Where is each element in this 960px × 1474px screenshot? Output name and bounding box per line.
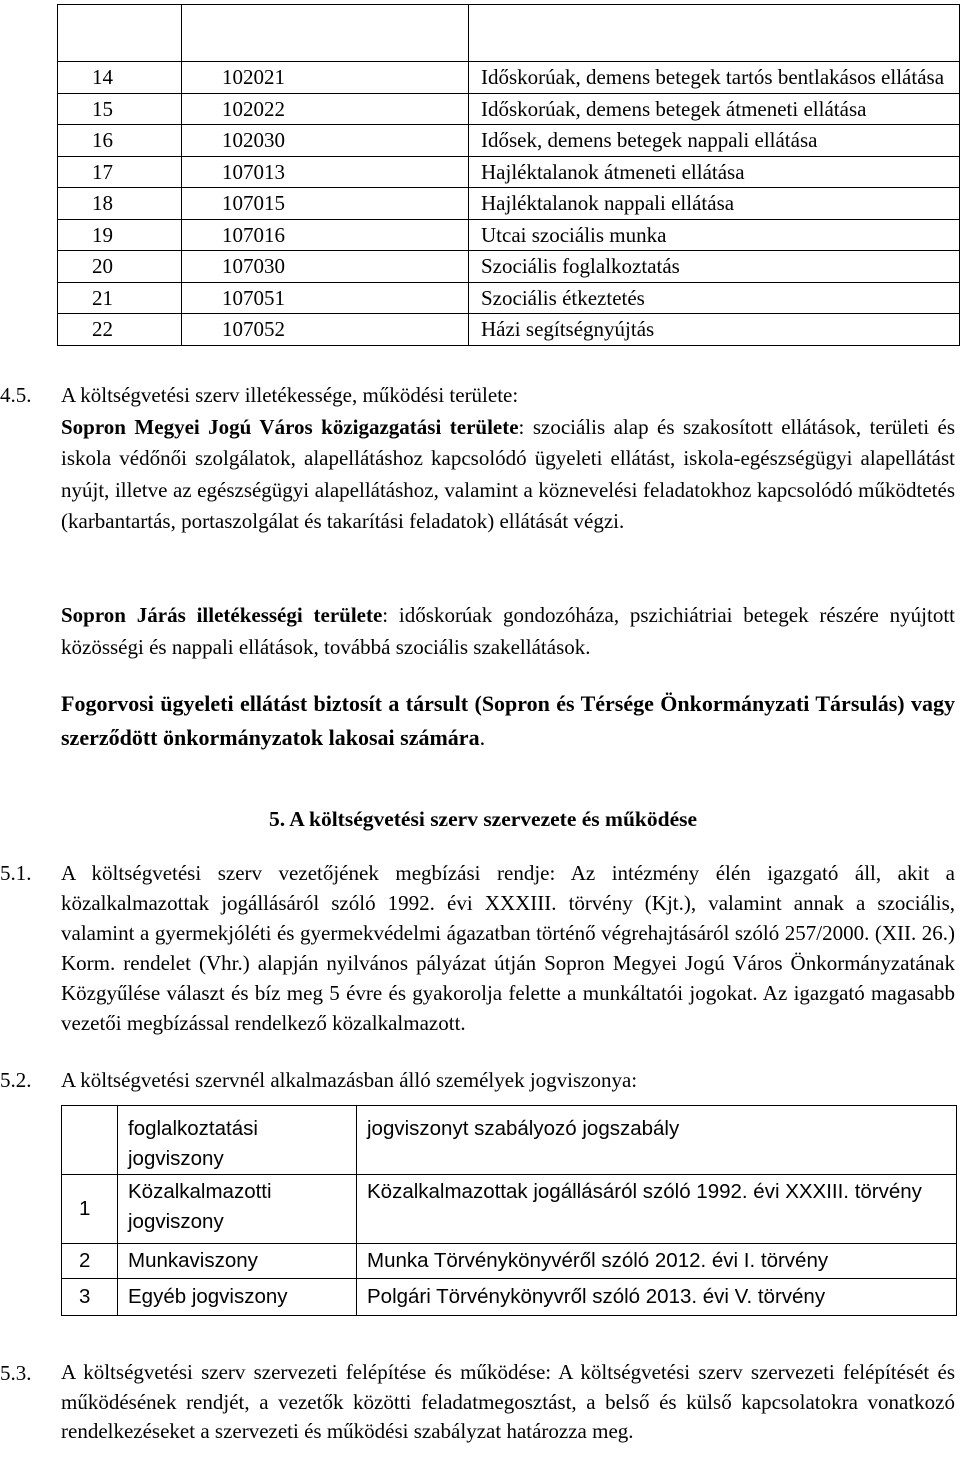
employment-type: Munkaviszony <box>118 1244 357 1279</box>
table-row <box>62 1175 957 1244</box>
row-number: 3 <box>62 1279 118 1316</box>
row-number: 16 <box>58 125 182 157</box>
service-name: Szociális foglalkoztatás <box>469 251 960 283</box>
row-number: 20 <box>58 251 182 283</box>
row-number: 1 <box>62 1175 118 1244</box>
paragraph-text: : szociális alap és szakosított ellátások, területi és iskola védőnői szolgálatok, alapellátáshoz kapcsolódó ügyeleti ellátást, iskola-egészségügyi alapellátást nyújt, illetve az egészségügyi alapellátáshoz, valamint a köznevelési feladatokhoz kapcsolódó működtetés (karbantartás, portaszolgálat és takarítási feladatok) ellátását végzi. <box>61 414 955 533</box>
service-name: Hajléktalanok átmeneti ellátása <box>469 156 960 188</box>
governing-law: Polgári Törvénykönyvről szóló 2013. évi V. törvény <box>357 1279 957 1316</box>
table-header-row <box>62 1106 957 1175</box>
row-number: 18 <box>58 188 182 220</box>
service-name: Szociális étkeztetés <box>469 282 960 314</box>
section-number: 4.5. <box>0 383 32 407</box>
service-name: Hajléktalanok nappali ellátása <box>469 188 960 220</box>
service-code: 107016 <box>182 219 469 251</box>
service-name: Idősek, demens betegek nappali ellátása <box>469 125 960 157</box>
row-number: 19 <box>58 219 182 251</box>
service-name: Időskorúak, demens betegek átmeneti ellátása <box>469 93 960 125</box>
service-name: Utcai szociális munka <box>469 219 960 251</box>
table-row <box>62 1279 957 1316</box>
employment-type: Egyéb jogviszony <box>118 1279 357 1316</box>
governing-law: Munka Törvénykönyvéről szóló 2012. évi I. törvény <box>357 1244 957 1279</box>
section-heading: A költségvetési szerv illetékessége, működési területe: <box>61 383 519 407</box>
table-row <box>58 282 960 314</box>
table-row <box>58 156 960 188</box>
bold-phrase: Fogorvosi ügyeleti ellátást biztosít a társult (Sopron és Térsége Önkormányzati Társulás) vagy szerződött önkormányzatok lakosai számára <box>61 691 955 750</box>
bold-phrase: Sopron Megyei Jogú Város közigazgatási területe <box>61 414 519 439</box>
paragraph <box>61 687 955 755</box>
section-title-text: 5. A költségvetési szerv szervezete és működése <box>268 807 698 831</box>
service-name: Időskorúak, demens betegek tartós bentlakásos ellátása <box>469 62 960 94</box>
table-row <box>58 62 960 94</box>
paragraph <box>61 412 955 538</box>
paragraph: A költségvetési szerv vezetőjének megbízási rendje: Az intézmény élén igazgató áll, akit a közalkalmazottak jogállásáról szóló 1992. évi XXXIII. törvény (Kjt.), valamint annak a szociális, valamint a gyermekjóléti és gyermekvédelmi ágazatban történő végrehajtásáról szóló 257/2000. (XII. 26.) Korm. rendelet (Vhr.) alapján nyilvános pályázat útján Sopron Megyei Jogú Város Önkormányzatának Közgyűlése választ és bíz meg 5 évre és gyakorolja felette a munkáltatói jogokat. Az igazgató magasabb vezetői megbízással rendelkező közalkalmazott. <box>61 861 955 1035</box>
table-row <box>58 125 960 157</box>
service-code: 102021 <box>182 62 469 94</box>
row-number: 2 <box>62 1244 118 1279</box>
section-number: 5.2. <box>0 1068 32 1092</box>
governing-law: Közalkalmazottak jogállásáról szóló 1992. évi XXXIII. törvény <box>357 1175 957 1244</box>
table-row <box>58 219 960 251</box>
service-code: 107015 <box>182 188 469 220</box>
row-number: 14 <box>58 62 182 94</box>
row-number: 17 <box>58 156 182 188</box>
service-code: 102030 <box>182 125 469 157</box>
empty-cell <box>62 1106 118 1175</box>
row-number: 21 <box>58 282 182 314</box>
bold-phrase: Sopron Járás illetékességi területe <box>61 603 383 627</box>
paragraph <box>61 600 955 663</box>
table-row <box>58 93 960 125</box>
service-code: 107052 <box>182 314 469 346</box>
section-number: 5.1. <box>0 861 32 885</box>
section-number: 5.3. <box>0 1361 32 1385</box>
service-code: 107030 <box>182 251 469 283</box>
table-row <box>58 188 960 220</box>
paragraph-text: . <box>479 725 486 750</box>
service-name: Házi segítségnyújtás <box>469 314 960 346</box>
row-number: 15 <box>58 93 182 125</box>
service-code: 107013 <box>182 156 469 188</box>
table-row <box>58 314 960 346</box>
paragraph: A költségvetési szervnél alkalmazásban álló személyek jogviszonya: <box>61 1068 638 1092</box>
empty-cell <box>469 5 960 62</box>
employment-type: Közalkalmazotti jogviszony <box>118 1175 357 1244</box>
paragraph: A költségvetési szerv szervezeti felépítése és működése: A költségvetési szerv szervezeti felépítését és működésének rendjét, a vezetők közötti feladatmegosztást, a belső és külső kapcsolatokra vonatkozó rendelkezéseket a szervezeti és működési szabályzat határozza meg. <box>61 1360 955 1443</box>
row-number: 22 <box>58 314 182 346</box>
table-row <box>58 5 960 62</box>
section-4-5-body <box>61 380 955 538</box>
empty-cell <box>182 5 469 62</box>
table-row <box>58 251 960 283</box>
service-code: 107051 <box>182 282 469 314</box>
empty-cell <box>58 5 182 62</box>
column-header: foglalkoztatási jogviszony <box>118 1106 357 1175</box>
table-row <box>62 1244 957 1279</box>
services-table <box>57 4 960 346</box>
employment-table <box>61 1105 957 1316</box>
column-header: jogviszonyt szabályozó jogszabály <box>357 1106 957 1175</box>
section-title <box>0 804 960 834</box>
paragraph-text: : időskorúak gondozóháza, pszichiátriai betegek részére nyújtott közösségi és nappali ellátások, továbbá szociális szakellátások. <box>61 603 955 659</box>
service-code: 102022 <box>182 93 469 125</box>
